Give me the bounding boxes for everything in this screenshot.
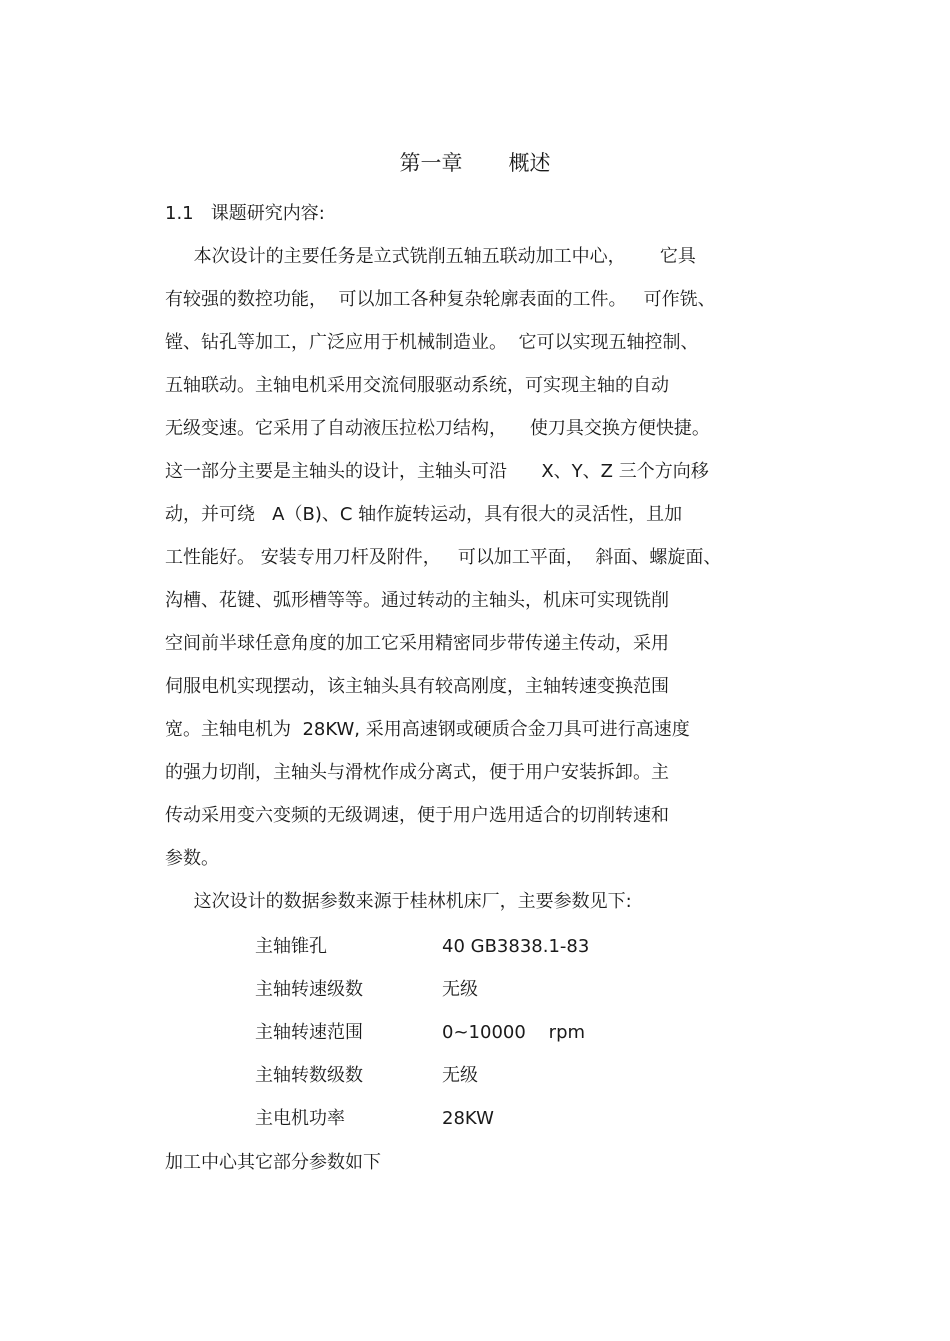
param-name-1: 主轴锥孔 (255, 936, 327, 957)
body-line-1: 本次设计的主要任务是立式铣削五轴五联动加工中心， 它具 (165, 246, 696, 267)
body-line-14: 传动采用变六变频的无级调速，便于用户选用适合的切削转速和 (165, 805, 669, 826)
params-intro: 这次设计的数据参数来源于桂林机床厂，主要参数见下: (165, 891, 632, 912)
section-heading: 1.1 课题研究内容: (165, 203, 325, 224)
chapter-title (0, 146, 950, 180)
param-name-2: 主轴转速级数 (255, 979, 363, 1000)
body-line-7: 动，并可绕 A（B)、C 轴作旋转运动，具有很大的灵活性，且加 (165, 504, 683, 525)
body-line-3: 镗、钻孔等加工，广泛应用于机械制造业。 它可以实现五轴控制、 (165, 332, 699, 353)
body-line-6: 这一部分主要是主轴头的设计，主轴头可沿 X、Y、Z 三个方向移 (165, 461, 709, 482)
body-line-2: 有较强的数控功能， 可以加工各种复杂轮廓表面的工件。 可作铣、 (165, 289, 716, 310)
param-value-2: 无级 (442, 979, 478, 1000)
body-line-9: 沟槽、花键、弧形槽等等。通过转动的主轴头，机床可实现铣削 (165, 590, 669, 611)
body-line-8: 工性能好。 安装专用刀杆及附件， 可以加工平面， 斜面、螺旋面、 (165, 547, 722, 568)
body-line-12: 宽。主轴电机为 28KW, 采用高速钢或硬质合金刀具可进行高速度 (165, 719, 690, 740)
body-line-4: 五轴联动。主轴电机采用交流伺服驱动系统，可实现主轴的自动 (165, 375, 669, 396)
body-line-5: 无级变速。它采用了自动液压拉松刀结构， 使刀具交换方便快捷。 (165, 418, 710, 439)
body-line-15: 参数。 (165, 848, 219, 869)
body-line-13: 的强力切削，主轴头与滑枕作成分离式，便于用户安装拆卸。主 (165, 762, 669, 783)
body-line-11: 伺服电机实现摆动，该主轴头具有较高刚度，主轴转速变换范围 (165, 676, 669, 697)
param-value-3: 0~10000 rpm (442, 1022, 586, 1043)
body-line-10: 空间前半球任意角度的加工它采用精密同步带传递主传动，采用 (165, 633, 669, 654)
chapter-name: 概述 (508, 151, 551, 175)
param-value-1: 40 GB3838.1-83 (442, 936, 590, 957)
param-value-4: 无级 (442, 1065, 478, 1086)
param-name-3: 主轴转速范围 (255, 1022, 363, 1043)
closing-line: 加工中心其它部分参数如下 (165, 1152, 381, 1173)
param-name-4: 主轴转数级数 (255, 1065, 363, 1086)
param-name-5: 主电机功率 (255, 1108, 345, 1129)
param-value-5: 28KW (442, 1108, 494, 1129)
chapter-label: 第一章 (399, 151, 463, 175)
